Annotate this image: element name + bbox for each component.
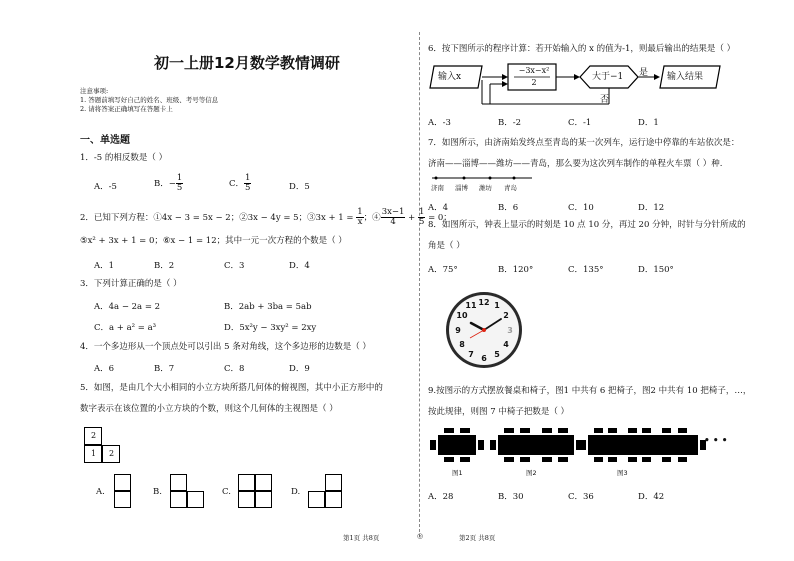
flow-output-label: 输入结果 [667, 72, 704, 82]
front-view-c-cell [238, 474, 255, 491]
q6-option-c[interactable]: C．-1 [568, 118, 592, 128]
svg-text:11: 11 [465, 301, 477, 310]
q3-option-c[interactable]: C．a + a² = a³ [94, 323, 157, 333]
svg-text:8: 8 [459, 340, 465, 349]
q7-option-c[interactable]: C．10 [568, 203, 594, 213]
page-divider [419, 32, 420, 537]
binding-hole: ◎ [417, 532, 424, 540]
q4-option-b[interactable]: B．7 [154, 364, 175, 374]
q1-text: 1．-5 的相反数是（ ） [80, 153, 168, 163]
svg-text:7: 7 [468, 350, 474, 359]
top-view-cell [102, 445, 120, 463]
front-view-a-cell [114, 474, 131, 491]
front-view-c-cell [238, 491, 255, 508]
q2-line2: ⑤x² + 3x + 1 = 0；⑥x − 1 = 12；其中一元一次方程的个数是（ ） [80, 236, 347, 246]
q5-option-c[interactable]: C. [222, 487, 231, 497]
right-page-footer: 第2页 共8页 [459, 534, 496, 542]
front-view-c-cell [255, 474, 272, 491]
q8-option-d[interactable]: D．150° [638, 265, 674, 275]
flow-expression-denominator: 2 [531, 78, 537, 87]
front-view-d-cell [308, 491, 325, 508]
fraction-denominator: 5 [245, 183, 251, 193]
svg-text:1: 1 [494, 301, 500, 310]
station-label: 潍坊 [479, 184, 492, 192]
fraction-numerator: 3x−1 [381, 207, 405, 217]
svg-text:2: 2 [503, 311, 509, 320]
front-view-b-cell [170, 491, 187, 508]
q4-option-c[interactable]: C．8 [224, 364, 245, 374]
fraction-numerator: 1 [176, 173, 183, 183]
q1-option-b-fraction [176, 174, 183, 193]
figure-2 [490, 428, 582, 462]
q9-option-b[interactable]: B．30 [498, 492, 524, 502]
wall-clock [444, 290, 524, 370]
q6-option-b[interactable]: B．-2 [498, 118, 522, 128]
q1-option-c-fraction [244, 174, 251, 193]
q8-option-a[interactable]: A．75° [428, 265, 458, 275]
q9-option-a[interactable]: A．28 [428, 492, 454, 502]
q7-option-a[interactable]: A．4 [428, 203, 449, 213]
station-label: 青岛 [504, 184, 517, 192]
station-dot [463, 177, 466, 180]
q5-option-b[interactable]: B. [153, 487, 162, 497]
fraction-denominator: 5 [176, 183, 183, 193]
q9-option-c[interactable]: C．36 [568, 492, 594, 502]
q6-option-d[interactable]: D．1 [638, 118, 659, 128]
notes-heading: 注意事项: [80, 87, 109, 95]
fraction-denominator: 5 [418, 217, 425, 227]
q7-line1: 7．如图所示，由济南始发终点至青岛的某一次列车，运行途中停靠的车站依次是： [428, 138, 740, 148]
fraction-numerator: 1 [418, 207, 425, 217]
q2-line1-part-a: 2．已知下列方程：①4x − 3 = 5x − 2；②3x − 4y = 5；③3x + 1 = [80, 213, 357, 223]
tables-chairs-figure [428, 425, 728, 465]
q4-text: 4．一个多边形从一个顶点处可以引出 5 条对角线，这个多边形的边数是（ ） [80, 342, 371, 352]
q8-line2: 角是（ ） [428, 241, 465, 251]
cell-count: 2 [109, 449, 115, 458]
q5-option-a[interactable]: A. [96, 487, 105, 497]
q2-fraction-1 [356, 208, 363, 227]
q4-option-a[interactable]: A．6 [94, 364, 115, 374]
q2-option-c[interactable]: C．3 [224, 261, 245, 271]
q6-flowchart [428, 60, 758, 110]
q2-line1-part-c: + [405, 213, 418, 223]
q5-line2: 数字表示在该位置的小立方块的个数，则这个几何体的主视图是（ ） [80, 404, 338, 414]
fraction-numerator: 1 [357, 207, 363, 217]
q9-line1: 9.按图示的方式摆放餐桌和椅子，图1 中共有 6 把椅子，图2 中共有 10 把椅子，…， [428, 386, 752, 396]
q1-option-a[interactable]: A．-5 [94, 182, 117, 192]
page-title: 初一上册12月数学教情调研 [154, 54, 340, 72]
q9-line2: 按此规律，则图 7 中椅子把数是（ ） [428, 407, 570, 417]
flow-input-label: 输入x [438, 72, 462, 82]
station-dot [489, 177, 492, 180]
front-view-c-cell [255, 491, 272, 508]
q5-option-d[interactable]: D. [291, 487, 301, 497]
svg-text:4: 4 [503, 340, 509, 349]
q2-line1 [80, 208, 452, 227]
q2-option-a[interactable]: A．1 [94, 261, 115, 271]
figure-3-label: 图3 [617, 469, 628, 477]
note-1: 1. 答题前填写好自己的姓名、班级、考号等信息 [80, 96, 219, 104]
q1-option-b-label: B．− [154, 179, 176, 189]
station-dot [435, 177, 438, 180]
svg-text:12: 12 [478, 298, 490, 307]
top-view-cell [84, 445, 102, 463]
svg-text:3: 3 [507, 326, 513, 335]
figure-2-label: 图2 [526, 469, 537, 477]
q8-line1: 8．如图所示，钟表上显示的时刻是 10 点 10 分，再过 20 分钟，时针与分针所成的 [428, 220, 746, 230]
q6-text: 6．按下图所示的程序计算：若开始输入的 x 的值为-1，则最后输出的结果是（ ） [428, 44, 736, 54]
q1-option-b[interactable] [154, 174, 183, 193]
q7-option-d[interactable]: D．12 [638, 203, 665, 213]
note-2: 2. 请将答案正确填写在答题卡上 [80, 105, 173, 113]
q7-line2: 济南——淄博——潍坊——青岛，那么要为这次列车制作的单程火车票（ ）种. [428, 159, 723, 169]
q1-option-c[interactable] [229, 174, 251, 193]
front-view-d-cell [325, 474, 342, 491]
cell-count: 2 [91, 431, 97, 440]
left-page-footer: 第1页 共8页 [343, 534, 380, 542]
q8-option-b[interactable]: B．120° [498, 265, 534, 275]
section-heading: 一、单选题 [80, 135, 130, 146]
q6-option-a[interactable]: A．-3 [428, 118, 451, 128]
svg-text:10: 10 [456, 311, 468, 320]
front-view-d-cell [325, 491, 342, 508]
q9-option-d[interactable]: D．42 [638, 492, 665, 502]
front-view-b-cell [187, 491, 204, 508]
q8-option-c[interactable]: C．135° [568, 265, 604, 275]
cell-count: 1 [91, 449, 97, 458]
q5-line1: 5．如图，是由几个大小相同的小立方块所搭几何体的俯视图，其中小正方形中的 [80, 383, 383, 393]
q3-option-b[interactable]: B．2ab + 3ba = 5ab [224, 302, 312, 312]
q2-fraction-2 [381, 208, 406, 227]
station-label: 淄博 [455, 184, 468, 192]
q1-option-d[interactable]: D．5 [289, 182, 310, 192]
front-view-b-cell [170, 474, 187, 491]
svg-text:9: 9 [455, 326, 461, 335]
q3-option-d[interactable]: D．5x²y − 3xy² = 2xy [224, 323, 317, 333]
figure-1 [430, 428, 484, 462]
fraction-denominator: x [357, 217, 363, 227]
figure-3 [580, 428, 706, 462]
q2-option-d[interactable]: D．4 [289, 261, 310, 271]
q2-line1-part-d: = 0； [425, 213, 452, 223]
fraction-denominator: 4 [390, 217, 396, 227]
figure-1-label: 图1 [452, 469, 463, 477]
front-view-a-cell [114, 491, 131, 508]
q2-line1-part-b: ；④ [363, 213, 381, 223]
rail-line [428, 173, 538, 183]
q3-text: 3．下列计算正确的是（ ） [80, 279, 182, 289]
q1-option-c-label: C． [229, 179, 245, 189]
fraction-numerator: 1 [245, 173, 251, 183]
flow-yes-label: 是 [639, 68, 649, 78]
q3-option-a[interactable]: A．4a − 2a = 2 [94, 302, 161, 312]
q4-option-d[interactable]: D．9 [289, 364, 310, 374]
continuation-dots: • • • [704, 436, 728, 446]
station-label: 济南 [431, 184, 444, 192]
flow-condition-label: 大于−1 [592, 72, 624, 82]
q2-option-b[interactable]: B．2 [154, 261, 175, 271]
svg-text:5: 5 [494, 350, 500, 359]
station-dot [513, 177, 516, 180]
flow-expression-numerator: −3x−x² [518, 66, 550, 75]
svg-text:6: 6 [481, 354, 487, 363]
q7-option-b[interactable]: B．6 [498, 203, 519, 213]
top-view-cell [84, 427, 102, 445]
flow-no-label: 否 [600, 95, 610, 105]
